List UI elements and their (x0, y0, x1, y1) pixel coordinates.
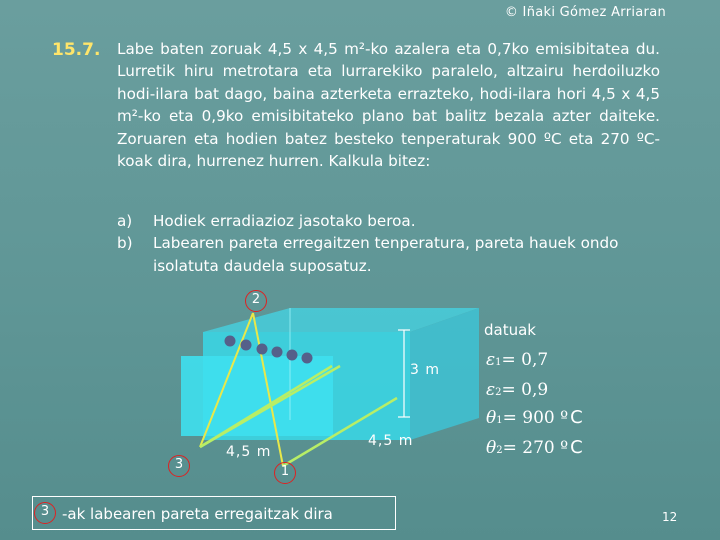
problem-number: 15.7. (52, 40, 101, 60)
dimension-width: 4,5 m (368, 433, 414, 449)
formula-unit: C (570, 407, 583, 428)
question-a-text: Hodiek erradiazioz jasotako beroa. (153, 212, 416, 230)
footnote-text: -ak labearen pareta erregaitzak dira (62, 505, 333, 523)
formula-temperature-1 (486, 407, 583, 428)
formula-subscript: 1 (495, 357, 502, 368)
question-a-marker: a) (117, 212, 133, 230)
question-b-marker: b) (117, 234, 133, 253)
footnote-marker: 3 (34, 502, 56, 524)
tube (287, 350, 298, 361)
tube (302, 353, 313, 364)
tube (257, 344, 268, 355)
box-left-panel (181, 356, 333, 436)
formula-temperature-2 (486, 437, 583, 458)
formula-emissivity-1 (486, 350, 550, 370)
surface-label-2: 2 (245, 290, 267, 312)
question-b-text: Labearen pareta erregaitzen tenperatura, pareta hauek ondo isolatuta daudela suposatuz. (153, 234, 619, 275)
formula-value: = 270 º (502, 438, 569, 458)
tube (241, 340, 252, 351)
tube (272, 347, 283, 358)
formula-emissivity-2 (486, 380, 550, 400)
formula-symbol: θ (486, 408, 497, 428)
page-number: 12 (662, 510, 678, 524)
tube (225, 336, 236, 347)
formula-value: = 900 º (502, 408, 569, 428)
formula-subscript: 2 (496, 445, 503, 456)
formula-value: = 0,7 (501, 350, 549, 370)
formula-subscript: 1 (496, 415, 503, 426)
dimension-depth: 4,5 m (226, 444, 272, 460)
problem-statement: Labe baten zoruak 4,5 x 4,5 m²-ko azalera eta 0,7ko emisibitatea du. Lurretik hiru metrotara eta lurrarekiko paralelo, altzairu herdoiluzko hodi-ilara bat dago, baina azterketa errazteko, hodi-ilara hori 4,5 x 4,5 m²-ko eta 0,9ko emisibitateko plano bat balitz bezala azter daiteke. Zoruaren eta hodien batez besteko tenperaturak 900 ºC eta 270 ºC-koak dira, hurrenez hurren. Kalkula bitez: (117, 40, 660, 171)
formula-symbol: ε (486, 350, 496, 370)
formula-symbol: θ (486, 438, 497, 458)
formula-subscript: 2 (495, 387, 502, 398)
formula-symbol: ε (486, 380, 496, 400)
dimension-height: 3 m (410, 362, 440, 378)
surface-label-3: 3 (168, 455, 190, 477)
formula-unit: C (570, 437, 583, 458)
surface-label-1: 1 (274, 462, 296, 484)
formula-value: = 0,9 (501, 380, 549, 400)
data-panel-title: datuak (484, 321, 536, 339)
copyright-notice: © Iñaki Gómez Arriaran (504, 5, 666, 20)
